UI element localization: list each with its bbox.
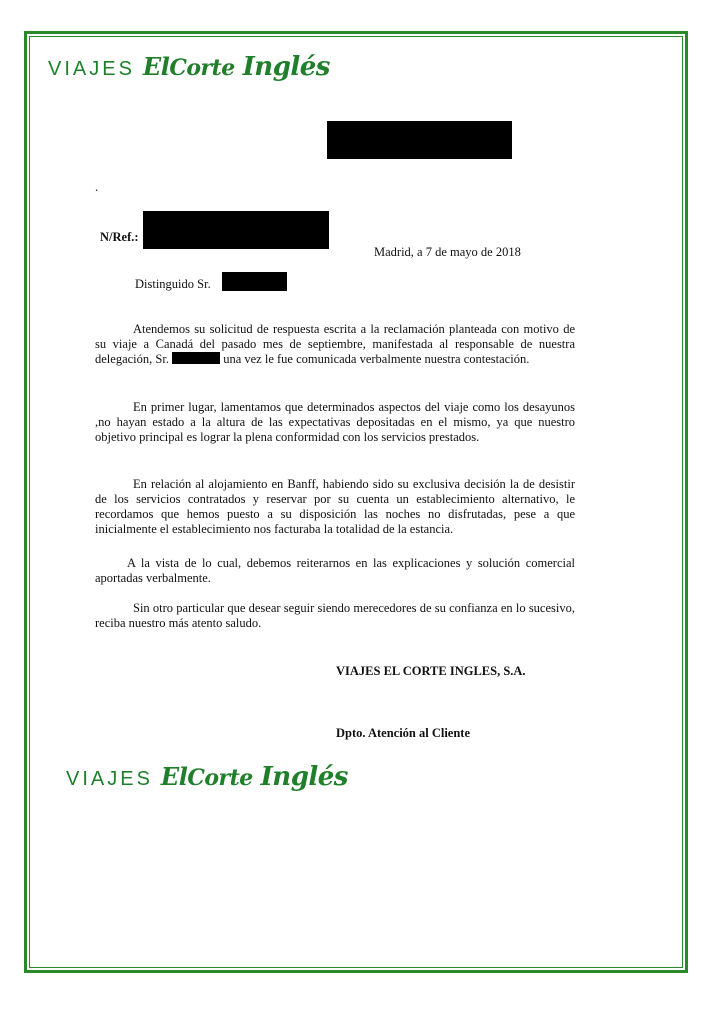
logo-brand-wordmark-footer: ElCorte Inglés [160, 762, 348, 792]
date-line: Madrid, a 7 de mayo de 2018 [374, 245, 521, 259]
paragraph-3: En relación al alojamiento en Banff, habiendo sido su exclusiva decisión la de desistir de los servicios contratados y reservar por su cuenta un establecimiento alternativo, le recordamos que hemos puesto a su disposición las noches no disfrutadas, pese a que inicialmente el establecimiento nos facturaba la totalidad de la estancia. [95, 477, 575, 536]
paragraph-4: A la vista de lo cual, debemos reiterarnos en las explicaciones y solución comercial aportadas verbalmente. [95, 556, 575, 585]
logo-brand-wordmark: ElCorte Inglés [142, 52, 330, 82]
paragraph-1-text-b: una vez le fue comunicada verbalmente nuestra contestación. [223, 352, 530, 366]
paragraph-1 [95, 322, 575, 367]
logo-footer [66, 762, 348, 792]
paragraph-2: En primer lugar, lamentamos que determinados aspectos del viaje como los desayunos ,no hayan estado a la altura de las expectativas depositadas en el mismo, ya que nuestro objetivo principal es lograr la plena conformidad con los servicios prestados. [95, 400, 575, 444]
signature-company: VIAJES EL CORTE INGLES, S.A. [336, 664, 526, 678]
signature-department: Dpto. Atención al Cliente [336, 726, 471, 740]
paragraph-1-text-a: Atendemos su solicitud de respuesta escrita a la reclamación planteada con motivo de su viaje a Canadá del pasado mes de septiembre, manifestada al responsable de nuestra delegación, Sr. [95, 322, 575, 366]
stray-dot: . [95, 180, 99, 194]
redacted-address-block [327, 121, 512, 159]
greeting: Distinguido Sr. [135, 277, 211, 291]
redacted-reference [143, 211, 329, 249]
reference-label: N/Ref.: [100, 230, 139, 244]
logo-viajes-text-footer: VIAJES [66, 768, 153, 790]
logo-header [48, 52, 330, 82]
logo-viajes-text: VIAJES [48, 58, 135, 80]
redacted-delegate-name [172, 352, 220, 364]
paragraph-5: Sin otro particular que desear seguir siendo merecedores de su confianza en lo sucesivo, reciba nuestro más atento saludo. [95, 601, 575, 630]
redacted-recipient-name [222, 272, 287, 291]
